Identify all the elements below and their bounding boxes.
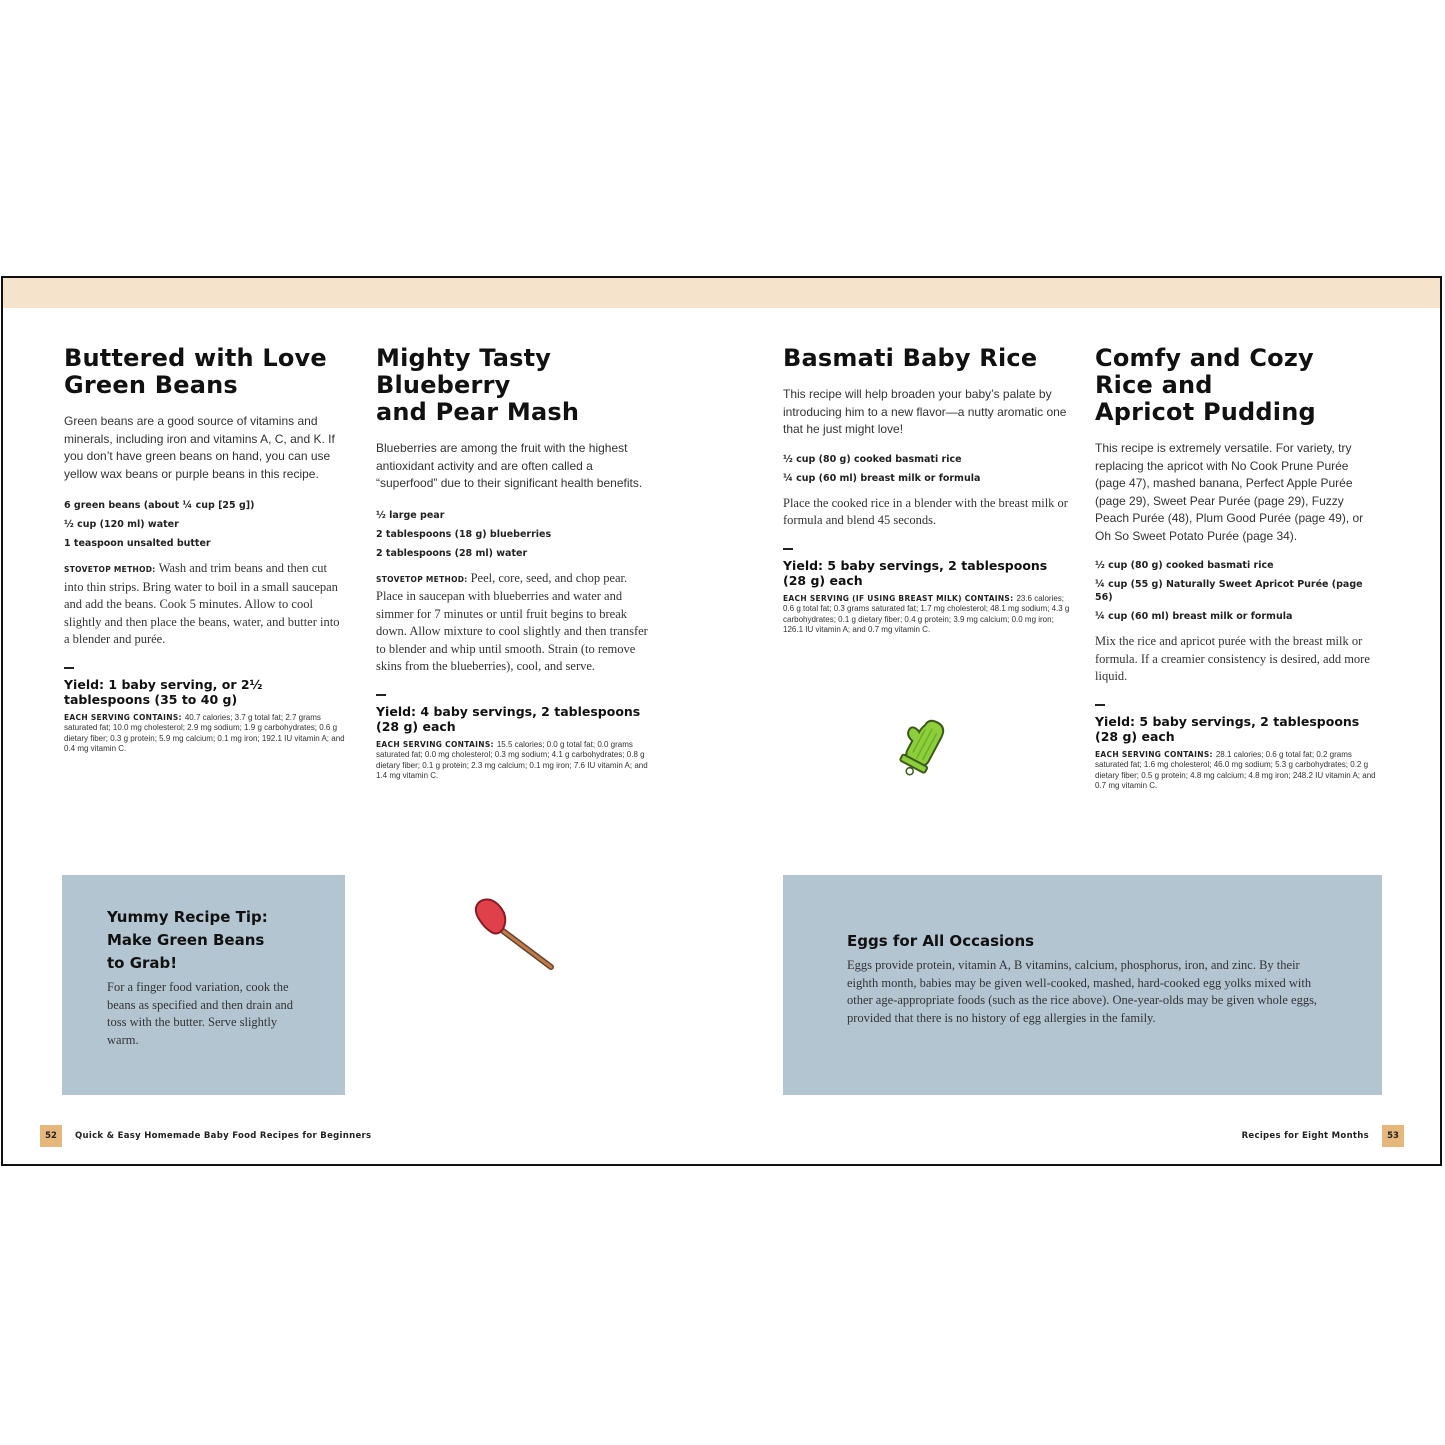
ingredient-list <box>783 453 1071 485</box>
ingredient-item: ½ cup (80 g) cooked basmati rice <box>1095 560 1274 571</box>
nutrition-info <box>1095 750 1378 792</box>
ingredient-item: 1 teaspoon unsalted butter <box>64 538 211 549</box>
nutrition-info <box>783 594 1071 636</box>
ingredient-list <box>1095 559 1378 623</box>
footer-right <box>1242 1126 1404 1146</box>
page-number: 53 <box>1382 1125 1404 1147</box>
eggs-info-box <box>783 875 1382 1095</box>
ingredient-item: ½ large pear <box>376 509 445 521</box>
nutrition-label: EACH SERVING CONTAINS: <box>376 739 494 749</box>
eggs-text: Eggs provide protein, vitamin A, B vitamins, calcium, phosphorus, iron, and zinc. By their eighth month, babies may be given well-cooked, mashed, hard-cooked egg yolks mixed with other age-appropriate foods (such as the rice above). One-year-olds may be given whole eggs, provided that there is no history of egg allergies in the family. <box>847 958 1318 1025</box>
recipe-method: Mix the rice and apricot purée with the breast milk or formula. If a creamier consistency is desired, add more liquid. <box>1095 634 1370 683</box>
nutrition-text: 40.7 calories; 3.7 g total fat; 2.7 grams saturated fat; 10.0 mg cholesterol; 2.9 mg sodium; 1.9 g carbohydrates; 0.6 g dietary fiber; 0.3 g protein; 5.9 mg calcium; 0.1 mg iron; 192.1 IU vitamin A; and 0.4 mg vitamin C. <box>64 712 345 753</box>
ingredient-item: ¼ cup (60 ml) breast milk or formula <box>1095 611 1293 622</box>
yield-divider <box>1095 704 1105 706</box>
nutrition-info <box>64 713 347 755</box>
recipe-basmati-baby-rice <box>783 345 1071 636</box>
method-text: Peel, core, seed, and chop pear. Place in saucepan with blueberries and water and simmer for 7 minutes or until fruit begins to break down. Allow mixture to cool slightly and then transfer to blender and whip until smooth. Strain (to remove skins from the blueberries), cool, and serve. <box>376 570 648 673</box>
recipe-title: Comfy and Cozy Rice and Apricot Pudding <box>1095 344 1316 426</box>
chapter-title-footer: Recipes for Eight Months <box>1241 1131 1369 1141</box>
ingredient-item: 6 green beans (about ¼ cup [25 g]) <box>64 500 255 511</box>
recipe-intro: This recipe is extremely versatile. For variety, try replacing the apricot with No Cook Prune Purée (page 47), mashed banana, Perfect Apple Purée (page 29), Sweet Pear Purée (page 29), Fuzzy Peach Purée (48), Plum Good Purée (page 49), or Oh So Sweet Potato Purée (page 34). <box>1095 441 1364 543</box>
recipe-title: Mighty Tasty Blueberry and Pear Mash <box>376 344 580 426</box>
recipe-yield: Yield: 4 baby servings, 2 tablespoons (28 g) each <box>376 703 641 734</box>
method-label: STOVETOP METHOD: <box>376 574 468 584</box>
oven-mitt-icon <box>889 718 961 784</box>
ingredient-list <box>376 509 651 560</box>
ingredient-list <box>64 499 347 550</box>
footer-left <box>40 1126 371 1146</box>
recipe-tip-box <box>62 875 345 1095</box>
recipe-method: Place the cooked rice in a blender with the breast milk or formula and blend 45 seconds. <box>783 495 1068 527</box>
nutrition-info <box>376 740 651 782</box>
recipe-rice-apricot-pudding <box>1095 345 1378 792</box>
recipe-intro: Green beans are a good source of vitamins and minerals, including iron and vitamins A, C, and K. If you don’t have green beans on hand, you can use yellow wax beans or purple beans in this recipe. <box>64 414 335 481</box>
yield-divider <box>376 694 386 696</box>
yield-divider <box>64 667 74 669</box>
page-number: 52 <box>40 1125 62 1147</box>
recipe-title: Buttered with Love Green Beans <box>64 344 327 399</box>
nutrition-text: 28.1 calories; 0.6 g total fat; 0.2 grams saturated fat; 1.6 mg cholesterol; 46.0 mg sodium; 5.3 g carbohydrates; 0.2 g dietary fiber; 0.5 g protein; 4.8 mg calcium; 4.8 mg iron; 248.2 IU vitamin A; and 0.7 mg vitamin C. <box>1095 749 1376 790</box>
yield-divider <box>783 548 793 550</box>
ingredient-item: 2 tablespoons (18 g) blueberries <box>376 528 552 540</box>
tip-title: Yummy Recipe Tip: Make Green Beans to Grab! <box>107 908 268 972</box>
recipe-blueberry-pear-mash <box>376 345 651 782</box>
recipe-yield: Yield: 5 baby servings, 2 tablespoons (28 g) each <box>1095 713 1360 744</box>
method-label: STOVETOP METHOD: <box>64 565 156 574</box>
nutrition-text: 15.5 calories; 0.0 g total fat; 0.0 grams saturated fat; 0.0 mg cholesterol; 0.3 mg sodium; 4.1 g carbohydrates; 0.8 g dietary fiber; 0.1 g protein; 2.3 mg calcium; 0.1 mg iron; 7.6 IU vitamin A; and 1.4 mg vitamin C. <box>376 739 648 780</box>
recipe-title: Basmati Baby Rice <box>783 344 1038 372</box>
book-spread <box>1 276 1442 1166</box>
ingredient-item: ½ cup (80 g) cooked basmati rice <box>783 453 962 465</box>
ingredient-item: ¼ cup (60 ml) breast milk or formula <box>783 472 981 484</box>
spatula-icon <box>469 895 561 973</box>
recipe-intro: This recipe will help broaden your baby’s palate by introducing him to a new flavor—a nutty aromatic one that he just might love! <box>783 387 1067 436</box>
ingredient-item: ¼ cup (55 g) Naturally Sweet Apricot Purée (page 56) <box>1095 579 1363 603</box>
recipe-yield: Yield: 1 baby serving, or 2½ tablespoons (35 to 40 g) <box>64 676 263 707</box>
ingredient-item: 2 tablespoons (28 ml) water <box>376 547 528 559</box>
nutrition-label: EACH SERVING (IF USING BREAST MILK) CONTAINS: <box>783 593 1014 603</box>
book-title-footer: Quick & Easy Homemade Baby Food Recipes for Beginners <box>75 1131 372 1141</box>
method-text: Wash and trim beans and then cut into thin strips. Bring water to boil in a small saucepan and add the beans. Cook 5 minutes. Allow to cool slightly and then place the beans, water, and butter into a blender and purée. <box>64 561 340 646</box>
recipe-yield: Yield: 5 baby servings, 2 tablespoons (28 g) each <box>783 557 1048 588</box>
top-color-band <box>3 278 1440 308</box>
ingredient-item: ½ cup (120 ml) water <box>64 519 179 530</box>
tip-text: For a finger food variation, cook the beans as specified and then drain and toss with the butter. Serve slightly warm. <box>107 980 294 1047</box>
nutrition-label: EACH SERVING CONTAINS: <box>64 712 182 722</box>
nutrition-label: EACH SERVING CONTAINS: <box>1095 749 1213 759</box>
recipe-method <box>64 560 347 649</box>
recipe-green-beans <box>64 345 347 755</box>
nutrition-text: 23.6 calories; 0.6 g total fat; 0.3 grams saturated fat; 1.7 mg cholesterol; 48.1 mg sodium; 4.3 g carbohydrates; 0.1 g dietary fiber; 0.4 g protein; 3.9 mg calcium; 0.0 mg iron; 126.1 IU vitamin A; and 0.7 mg vitamin C. <box>783 593 1070 634</box>
recipe-intro: Blueberries are among the fruit with the highest antioxidant activity and are often called a “superfood” due to their significant health benefits. <box>376 441 643 490</box>
eggs-title: Eggs for All Occasions <box>847 932 1035 950</box>
recipe-method <box>376 570 651 676</box>
